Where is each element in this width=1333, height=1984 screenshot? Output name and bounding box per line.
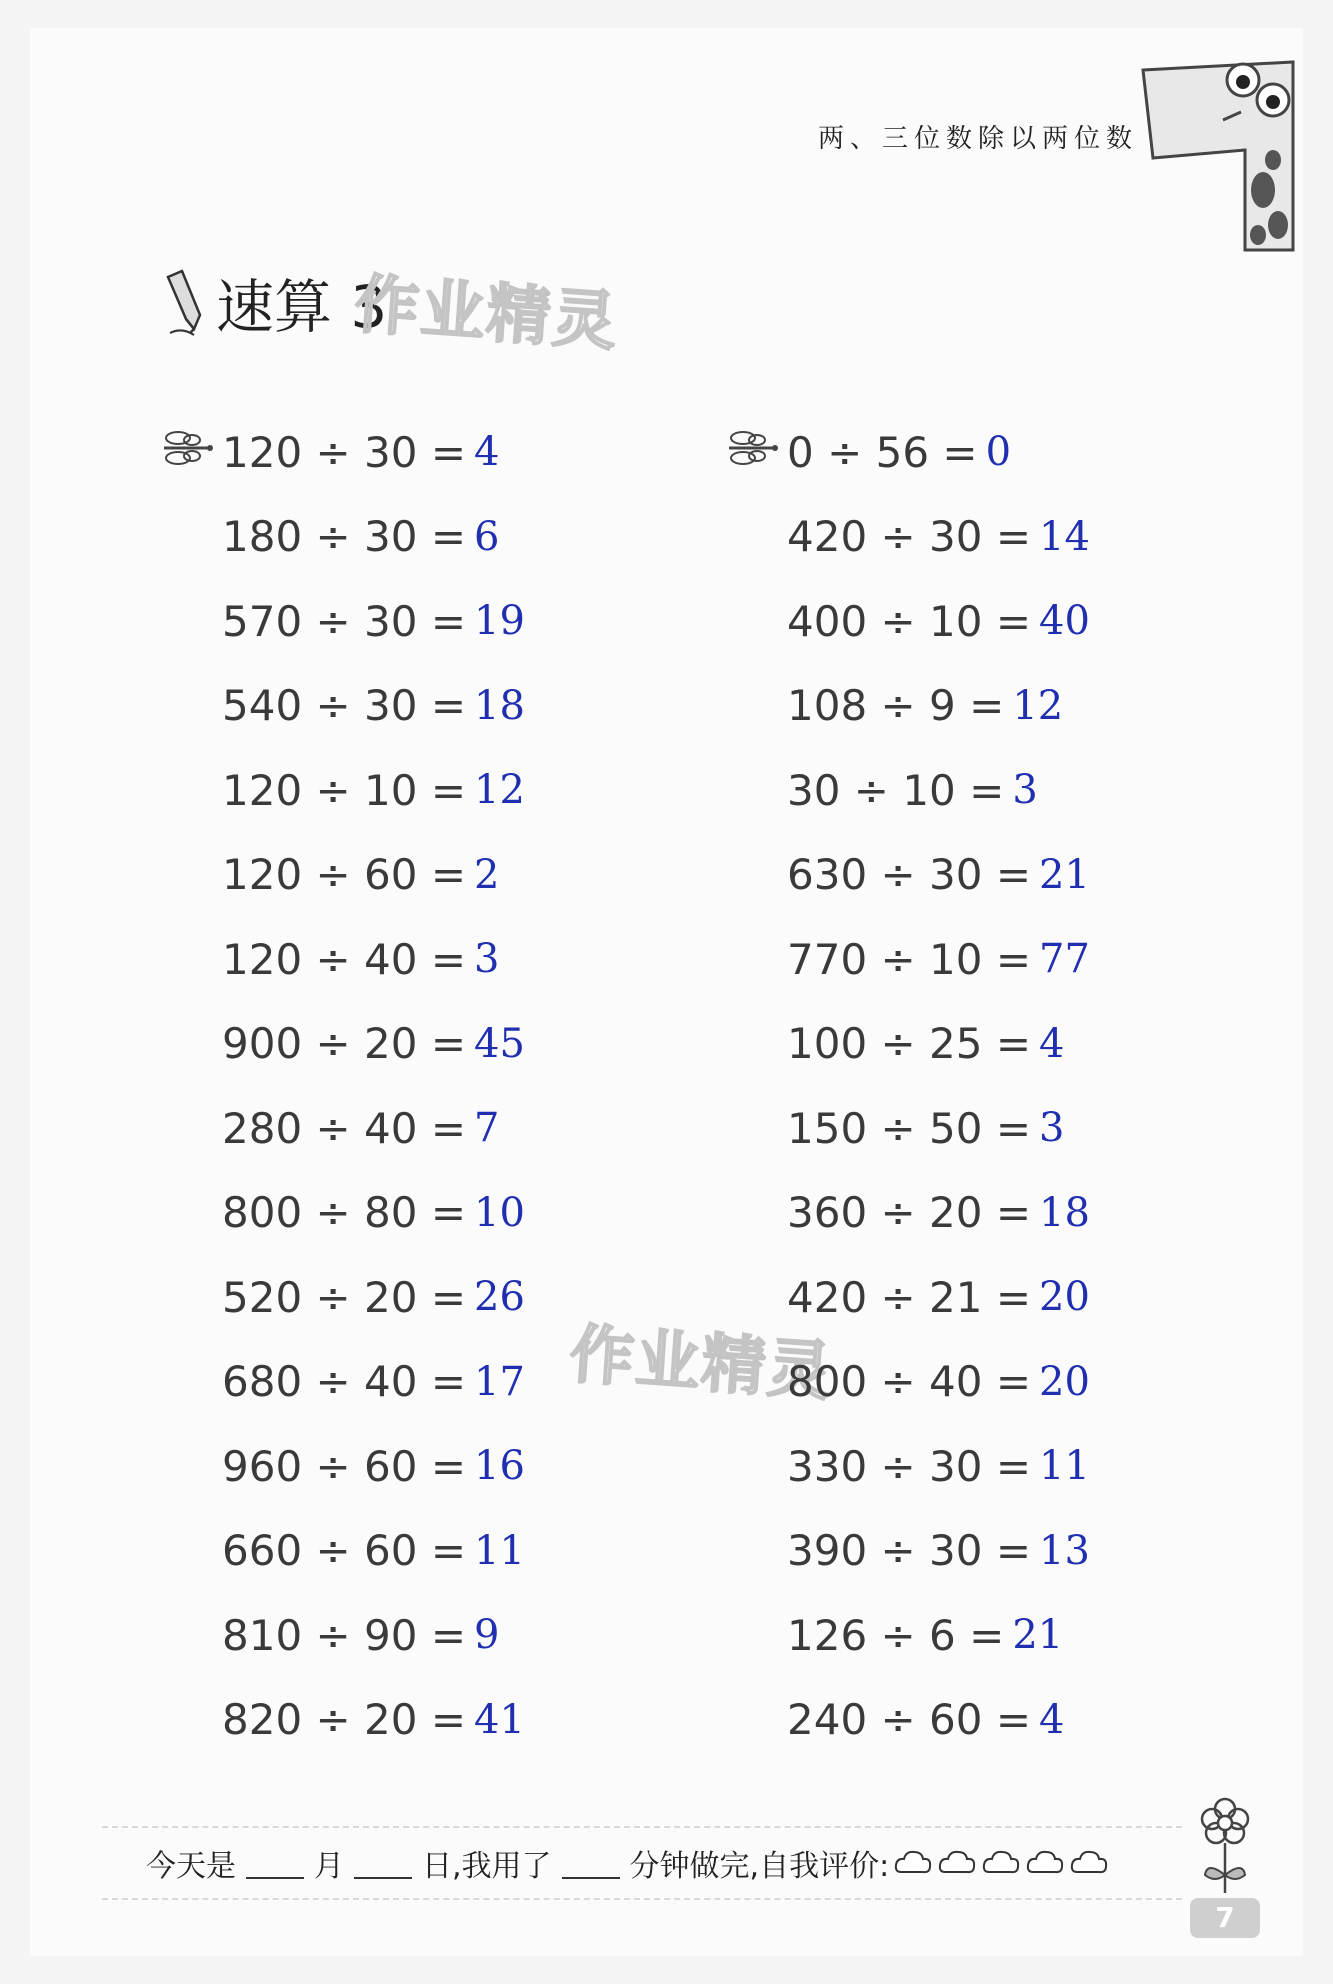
problem-row xyxy=(222,579,525,664)
problem-answer: 18 xyxy=(474,682,525,729)
problem-answer: 41 xyxy=(474,1696,525,1743)
problem-row xyxy=(222,1678,525,1763)
problem-question: 120 ÷ 60 = xyxy=(222,850,467,900)
problem-row xyxy=(787,1509,1090,1594)
problem-row xyxy=(222,664,525,749)
footer-bar xyxy=(102,1826,1182,1900)
dragonfly-icon xyxy=(158,428,214,468)
problem-question: 540 ÷ 30 = xyxy=(222,681,467,731)
problem-question: 680 ÷ 40 = xyxy=(222,1357,467,1407)
problem-answer: 4 xyxy=(474,429,500,476)
problem-question: 570 ÷ 30 = xyxy=(222,596,467,646)
problem-row xyxy=(787,664,1090,749)
problem-question: 960 ÷ 60 = xyxy=(222,1441,467,1491)
problem-row xyxy=(787,1424,1090,1509)
problem-answer: 12 xyxy=(474,767,525,814)
rating-cloud-icon[interactable] xyxy=(981,1846,1021,1880)
problem-question: 126 ÷ 6 = xyxy=(787,1610,1005,1660)
problem-row xyxy=(222,917,525,1002)
problem-row xyxy=(787,1340,1090,1425)
problem-question: 630 ÷ 30 = xyxy=(787,850,1032,900)
problem-row xyxy=(222,495,525,580)
problem-answer: 2 xyxy=(474,851,500,898)
problem-row xyxy=(222,1086,525,1171)
problem-row xyxy=(222,1171,525,1256)
problem-answer: 7 xyxy=(474,1105,500,1152)
problem-row xyxy=(222,1593,525,1678)
problem-question: 150 ÷ 50 = xyxy=(787,1103,1032,1153)
problem-row xyxy=(787,1086,1090,1171)
problem-answer: 14 xyxy=(1039,513,1090,560)
left-problem-column xyxy=(222,410,525,1762)
problem-row xyxy=(787,1255,1090,1340)
problem-row xyxy=(222,1255,525,1340)
problem-answer: 10 xyxy=(474,1189,525,1236)
problem-row xyxy=(787,1002,1090,1087)
problem-answer: 0 xyxy=(985,429,1012,476)
problem-answer: 77 xyxy=(1039,936,1090,983)
month-blank[interactable] xyxy=(246,1847,304,1879)
problem-answer: 19 xyxy=(474,598,525,645)
problem-row xyxy=(787,1593,1090,1678)
pencil-icon xyxy=(160,267,210,337)
problem-question: 770 ÷ 10 = xyxy=(787,934,1032,984)
problem-answer: 21 xyxy=(1039,851,1090,898)
footer-month-label: 月 xyxy=(314,1849,344,1884)
problem-answer: 4 xyxy=(1039,1696,1065,1743)
problem-row xyxy=(222,1340,525,1425)
problem-answer: 40 xyxy=(1039,598,1090,645)
problem-question: 400 ÷ 10 = xyxy=(787,596,1032,646)
problem-question: 280 ÷ 40 = xyxy=(222,1103,467,1153)
rating-cloud-icon[interactable] xyxy=(1025,1846,1065,1880)
problem-question: 120 ÷ 30 = xyxy=(222,427,467,477)
footer-today-label: 今天是 xyxy=(146,1849,236,1884)
problem-question: 0 ÷ 56 = xyxy=(787,427,978,477)
problem-answer: 6 xyxy=(474,513,500,560)
problem-question: 900 ÷ 20 = xyxy=(222,1019,467,1069)
problem-row xyxy=(222,1002,525,1087)
problem-answer: 11 xyxy=(1039,1443,1090,1490)
problem-question: 330 ÷ 30 = xyxy=(787,1441,1032,1491)
problem-answer: 12 xyxy=(1012,682,1064,729)
day-blank[interactable] xyxy=(354,1847,412,1879)
problem-row xyxy=(787,917,1090,1002)
problem-question: 800 ÷ 80 = xyxy=(222,1188,467,1238)
problem-question: 390 ÷ 30 = xyxy=(787,1526,1032,1576)
problem-row xyxy=(787,748,1090,833)
section-title: 速算 3 xyxy=(216,273,388,341)
problem-question: 180 ÷ 30 = xyxy=(222,512,467,562)
right-problem-column xyxy=(787,410,1090,1762)
problem-answer: 13 xyxy=(1039,1527,1090,1574)
problem-row xyxy=(222,1509,525,1594)
problem-row xyxy=(787,410,1090,495)
problem-answer: 3 xyxy=(474,936,500,983)
problem-row xyxy=(787,833,1090,918)
problem-question: 360 ÷ 20 = xyxy=(787,1188,1032,1238)
page-number: 7 xyxy=(1190,1898,1260,1938)
problem-row xyxy=(222,410,525,495)
problem-question: 420 ÷ 21 = xyxy=(787,1272,1032,1322)
problem-row xyxy=(787,579,1090,664)
problem-question: 420 ÷ 30 = xyxy=(787,512,1032,562)
problem-answer: 16 xyxy=(474,1443,525,1490)
problem-answer: 21 xyxy=(1012,1612,1064,1659)
problem-answer: 20 xyxy=(1039,1274,1090,1321)
problem-question: 30 ÷ 10 = xyxy=(787,765,1005,815)
problem-row xyxy=(222,748,525,833)
problem-answer: 9 xyxy=(474,1612,500,1659)
problem-answer: 20 xyxy=(1039,1358,1090,1405)
problem-row xyxy=(222,833,525,918)
rating-cloud-icon[interactable] xyxy=(937,1846,977,1880)
footer-rating-label: 分钟做完,自我评价: xyxy=(629,1849,890,1884)
giraffe-seven-icon xyxy=(1123,40,1303,260)
problem-row xyxy=(787,495,1090,580)
problem-question: 660 ÷ 60 = xyxy=(222,1526,467,1576)
chapter-title: 两、三位数除以两位数 xyxy=(817,124,1138,154)
problem-answer: 17 xyxy=(474,1358,525,1405)
rating-cloud-icon[interactable] xyxy=(1069,1846,1109,1880)
problem-question: 520 ÷ 20 = xyxy=(222,1272,467,1322)
problem-answer: 3 xyxy=(1039,1105,1065,1152)
watermark-middle: 作业精灵 xyxy=(567,1317,836,1411)
rating-clouds xyxy=(889,1846,1109,1880)
problem-answer: 4 xyxy=(1039,1020,1065,1067)
problem-answer: 26 xyxy=(474,1274,525,1321)
footer-day-label: 日,我用了 xyxy=(422,1849,552,1884)
problem-question: 240 ÷ 60 = xyxy=(787,1695,1032,1745)
problem-question: 800 ÷ 40 = xyxy=(787,1357,1032,1407)
problem-answer: 11 xyxy=(474,1527,525,1574)
minutes-blank[interactable] xyxy=(562,1847,620,1879)
problem-question: 810 ÷ 90 = xyxy=(222,1610,467,1660)
problem-row xyxy=(222,1424,525,1509)
rating-cloud-icon[interactable] xyxy=(893,1846,933,1880)
problem-question: 100 ÷ 25 = xyxy=(787,1019,1032,1069)
problem-question: 120 ÷ 40 = xyxy=(222,934,467,984)
problem-row xyxy=(787,1678,1090,1763)
watermark-top: 作业精灵 xyxy=(352,267,621,361)
flower-icon xyxy=(1195,1795,1255,1895)
problem-question: 108 ÷ 9 = xyxy=(787,681,1005,731)
dragonfly-icon xyxy=(723,428,779,468)
problem-answer: 3 xyxy=(1012,767,1038,814)
problem-answer: 18 xyxy=(1039,1189,1090,1236)
problem-question: 120 ÷ 10 = xyxy=(222,765,467,815)
problem-question: 820 ÷ 20 = xyxy=(222,1695,467,1745)
problem-row xyxy=(787,1171,1090,1256)
problem-answer: 45 xyxy=(474,1020,525,1067)
